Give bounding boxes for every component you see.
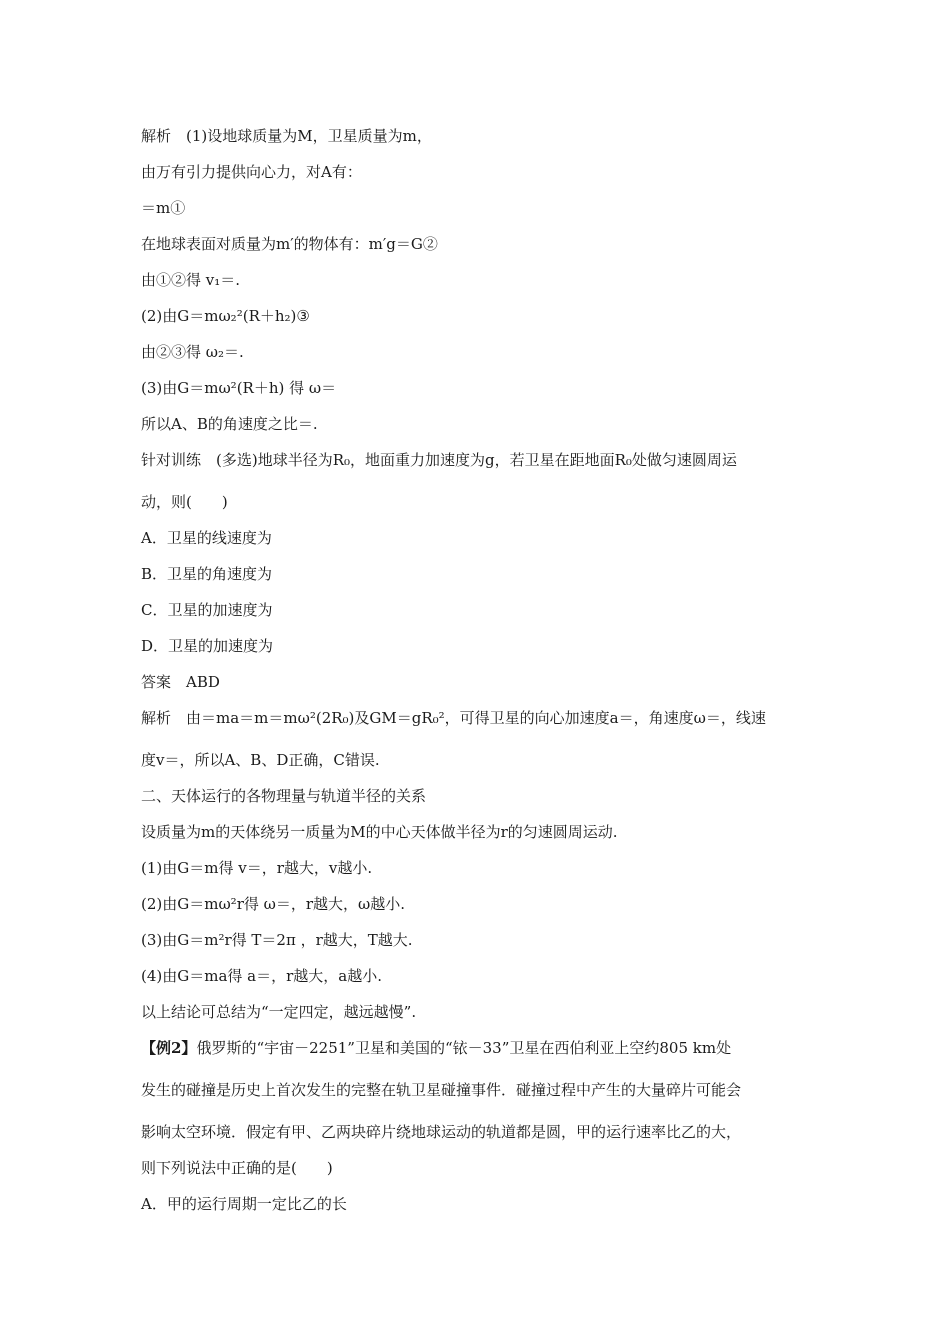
text-line: 动，则( ) <box>141 493 228 511</box>
text-line: (1)由G＝m得 v＝，r越大，v越小. <box>141 859 373 877</box>
text-line: 影响太空环境．假定有甲、乙两块碎片绕地球运动的轨道都是圆，甲的运行速率比乙的大， <box>141 1123 742 1141</box>
answer-line: 答案 ABD <box>141 673 220 691</box>
text-line: (2)由G＝mω₂²(R＋h₂)③ <box>141 307 310 325</box>
text-line: 由万有引力提供向心力，对A有： <box>141 163 362 181</box>
text-line: 在地球表面对质量为m′的物体有：m′g＝G② <box>141 235 438 253</box>
option-b: B．卫星的角速度为 <box>141 565 273 583</box>
text-line: (3)由G＝m²r得 T＝2π ，r越大，T越大. <box>141 931 413 949</box>
text-line: 设质量为m的天体绕另一质量为M的中心天体做半径为r的匀速圆周运动. <box>141 823 618 841</box>
text-line: 所以A、B的角速度之比＝. <box>141 415 318 433</box>
option-d: D．卫星的加速度为 <box>141 637 274 655</box>
section-heading: 二、天体运行的各物理量与轨道半径的关系 <box>141 787 427 805</box>
option-a: A．卫星的线速度为 <box>141 529 272 547</box>
text-line: 以上结论可总结为“一定四定，越远越慢”. <box>141 1003 417 1021</box>
example-tag: 【例2】 <box>141 1039 197 1057</box>
option-c: C．卫星的加速度为 <box>141 601 273 619</box>
text-line: (3)由G＝mω²(R＋h) 得 ω＝ <box>141 379 337 397</box>
option-a: A．甲的运行周期一定比乙的长 <box>141 1195 347 1213</box>
text-line: 解析 (1)设地球质量为M，卫星质量为m， <box>141 127 432 145</box>
text-line: 度v＝，所以A、B、D正确，C错误. <box>141 751 380 769</box>
text-line: 由①②得 v₁＝. <box>141 271 241 289</box>
text-line: 则下列说法中正确的是( ) <box>141 1159 333 1177</box>
text-line: ＝m① <box>141 199 186 217</box>
example-line <box>141 1038 813 1058</box>
text-line: (2)由G＝mω²r得 ω＝，r越大，ω越小. <box>141 895 406 913</box>
text-line: (4)由G＝ma得 a＝，r越大，a越小. <box>141 967 382 985</box>
text-line: 针对训练 (多选)地球半径为R₀，地面重力加速度为g，若卫星在距地面R₀处做匀速圆周运 <box>141 451 737 469</box>
example-text: 俄罗斯的“宇宙－2251”卫星和美国的“铱－33”卫星在西伯利亚上空约805 km处 <box>196 1039 732 1057</box>
text-line: 发生的碰撞是历史上首次发生的完整在轨卫星碰撞事件．碰撞过程中产生的大量碎片可能会 <box>141 1081 742 1099</box>
text-line: 解析 由＝ma＝m＝mω²(2R₀)及GM＝gR₀²，可得卫星的向心加速度a＝，角速度ω＝，线速 <box>141 709 766 727</box>
text-line: 由②③得 ω₂＝. <box>141 343 244 361</box>
